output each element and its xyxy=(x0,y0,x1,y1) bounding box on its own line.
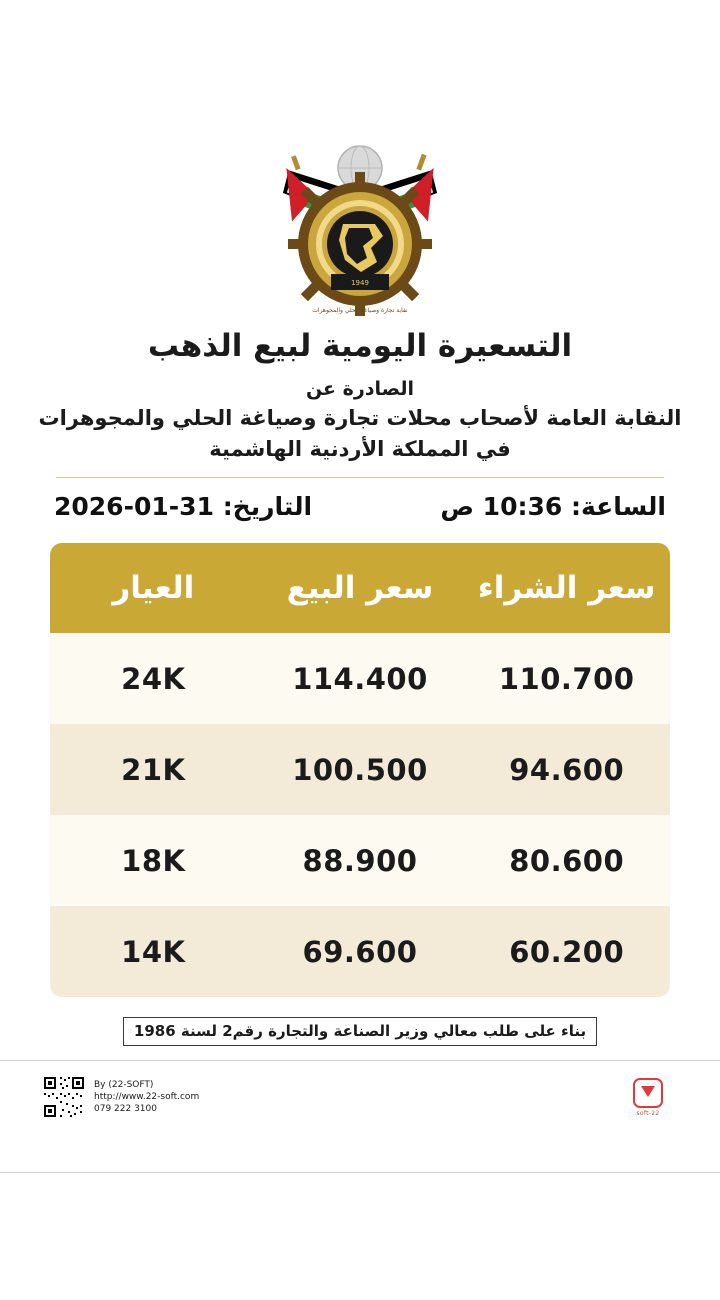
time-label: الساعة: xyxy=(570,492,666,521)
cell-buy-price: 94.600 xyxy=(509,752,625,787)
footer xyxy=(0,1061,720,1133)
cell-karat: 18K xyxy=(121,843,186,878)
table-row xyxy=(50,633,670,724)
table-row xyxy=(50,906,670,997)
cell-sell-price: 88.900 xyxy=(302,843,418,878)
column-header-buy-price: سعر الشراء xyxy=(477,570,656,606)
time-block xyxy=(440,492,666,521)
cell-buy-price: 80.600 xyxy=(509,843,625,878)
date-time-row xyxy=(50,492,670,521)
table-row xyxy=(50,724,670,815)
footer-website[interactable]: http://www.22-soft.com xyxy=(94,1092,200,1102)
footer-phone: 079 222 3100 xyxy=(94,1104,157,1114)
cell-karat: 14K xyxy=(121,934,186,969)
cell-sell-price: 69.600 xyxy=(302,934,418,969)
footer-by: By (22-SOFT) xyxy=(94,1080,154,1090)
svg-text:1949: 1949 xyxy=(351,279,369,287)
syndicate-emblem-icon xyxy=(265,132,455,322)
cell-buy-price: 60.200 xyxy=(509,934,625,969)
legal-note: بناء على طلب معالي وزير الصناعة والتجارة رقم2 لسنة 1986 xyxy=(123,1017,597,1046)
page-title: التسعيرة اليومية لبيع الذهب xyxy=(147,328,573,364)
footer-divider-bottom xyxy=(0,1172,720,1173)
qr-code-icon xyxy=(42,1075,86,1119)
cell-buy-price: 110.700 xyxy=(498,661,635,696)
soft-logo-caption: 22-soft xyxy=(636,1109,660,1117)
table-body xyxy=(50,633,670,997)
date-value: 31-01-2026 xyxy=(54,492,214,521)
authority-line-2: في المملكة الأردنية الهاشمية xyxy=(209,437,511,461)
cell-sell-price: 100.500 xyxy=(292,752,428,787)
company-logo-icon xyxy=(633,1078,663,1108)
cell-karat: 21K xyxy=(121,752,186,787)
table-header-row xyxy=(50,543,670,633)
header-divider xyxy=(56,477,664,478)
column-header-karat: العيار xyxy=(112,570,195,606)
footer-info-text xyxy=(94,1079,199,1115)
gold-price-table xyxy=(50,543,670,997)
authority-line-1: النقابة العامة لأصحاب محلات تجارة وصياغة الحلي والمجوهرات xyxy=(38,406,682,430)
footer-contact-block xyxy=(42,1075,199,1119)
soft-logo-block xyxy=(618,1078,678,1117)
issued-by-label: الصادرة عن xyxy=(305,378,415,400)
time-value: 10:36 ص xyxy=(440,492,563,521)
svg-text:نقابة تجارة وصياغة الحلي والمج: نقابة تجارة وصياغة الحلي والمجوهرات xyxy=(312,307,408,314)
column-header-sell-price: سعر البيع xyxy=(286,570,434,606)
cell-sell-price: 114.400 xyxy=(292,661,428,696)
table-row xyxy=(50,815,670,906)
date-label: التاريخ: xyxy=(222,492,313,521)
date-block xyxy=(54,492,312,521)
cell-karat: 24K xyxy=(121,661,186,696)
